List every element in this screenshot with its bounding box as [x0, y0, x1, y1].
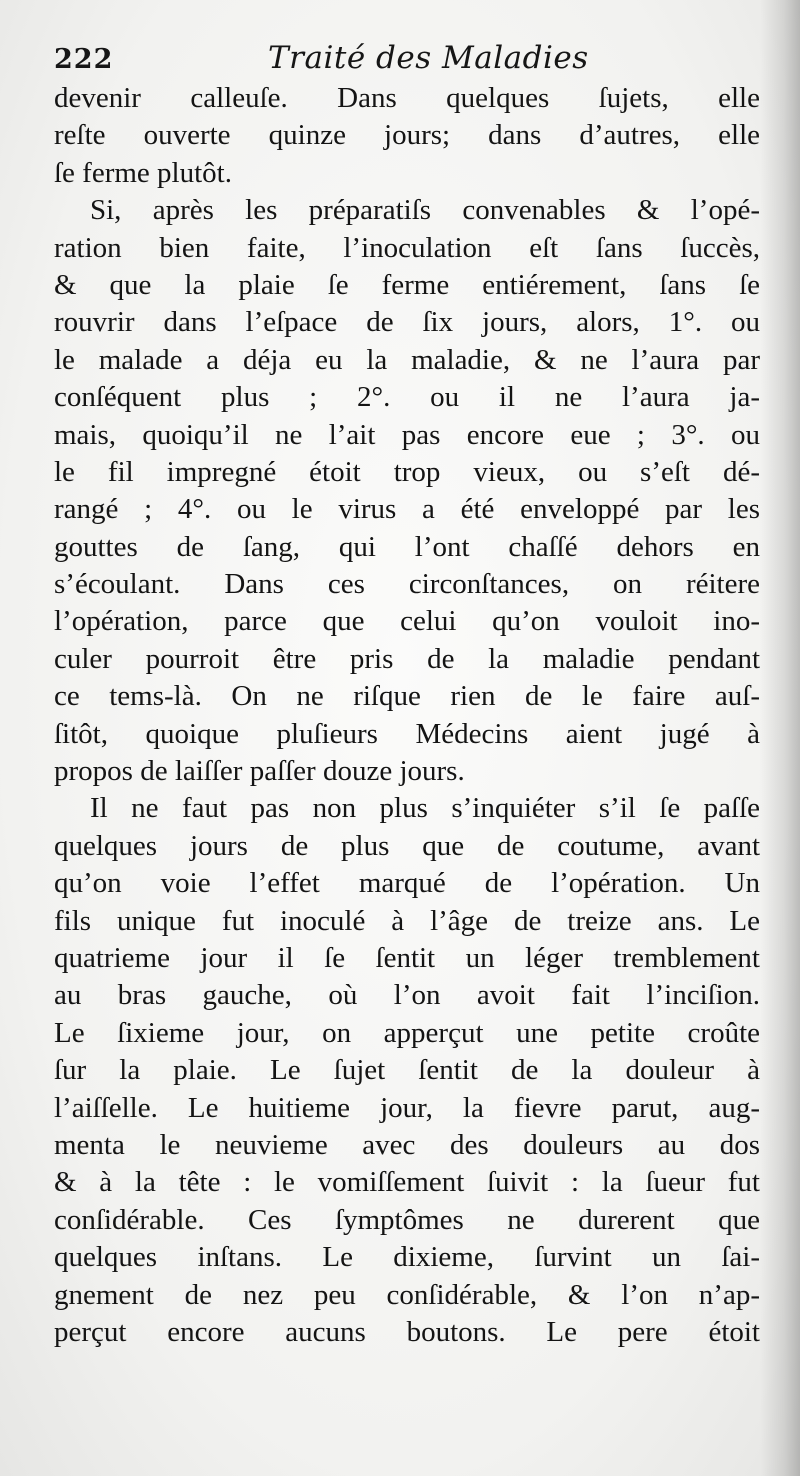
text-line: reſte ouverte quinze jours; dans d’autres, elle — [54, 119, 760, 152]
page-number: 222 — [54, 44, 114, 75]
text-line: gnement de nez peu conſidérable, & l’on n’ap- — [54, 1278, 760, 1311]
text-line: ration bien faite, l’inoculation eſt ſans ſuccès, — [54, 231, 760, 264]
body-text — [54, 80, 760, 1351]
page-header — [50, 36, 750, 86]
text-line: propos de laiſſer paſſer douze jours. — [54, 755, 465, 788]
text-line: ſitôt, quoique pluſieurs Médecins aient jugé à — [54, 717, 760, 750]
text-line: ce tems-là. On ne riſque rien de le faire auſ- — [54, 680, 760, 713]
text-line: perçut encore aucuns boutons. Le pere étoit — [54, 1315, 760, 1348]
text-line: fils unique fut inoculé à l’âge de treize ans. Le — [54, 904, 760, 937]
text-line: devenir calleuſe. Dans quelques ſujets, elle — [54, 82, 760, 114]
text-line: conſidérable. Ces ſymptômes ne durerent que — [54, 1203, 760, 1236]
text-line: ſur la plaie. Le ſujet ſentit de la douleur à — [54, 1054, 760, 1087]
text-line: qu’on voie l’effet marqué de l’opération. Un — [54, 867, 760, 900]
text-line: Le ſixieme jour, on apperçut une petite croûte — [54, 1016, 760, 1049]
text-line: l’aiſſelle. Le huitieme jour, la fievre parut, aug- — [54, 1091, 760, 1124]
text-line: ſe ferme plutôt. — [54, 156, 232, 189]
text-line: quelques inſtans. Le dixieme, ſurvint un ſai- — [54, 1241, 760, 1274]
text-line: l’opération, parce que celui qu’on vouloit ino- — [54, 605, 760, 638]
text-line: menta le neuvieme avec des douleurs au dos — [54, 1128, 760, 1161]
text-line: mais, quoiqu’il ne l’ait pas encore eue ; 3°. ou — [54, 418, 760, 451]
text-line: & que la plaie ſe ferme entiérement, ſans ſe — [54, 268, 760, 301]
text-line: le fil impregné étoit trop vieux, ou s’eſt dé- — [54, 455, 760, 488]
text-line: quatrieme jour il ſe ſentit un léger tremblement — [54, 941, 760, 974]
text-line: rangé ; 4°. ou le virus a été enveloppé par les — [54, 493, 760, 526]
text-line: conſéquent plus ; 2°. ou il ne l’aura ja- — [54, 381, 760, 414]
text-line: & à la tête : le vomiſſement ſuivit : la ſueur fut — [54, 1166, 760, 1199]
text-line: au bras gauche, où l’on avoit fait l’inciſion. — [54, 979, 760, 1012]
text-line: quelques jours de plus que de coutume, avant — [54, 829, 760, 862]
text-line: s’écoulant. Dans ces circonſtances, on réitere — [54, 568, 760, 601]
text-line: culer pourroit être pris de la maladie pendant — [54, 642, 760, 675]
running-title: Traité des Maladies — [268, 40, 589, 76]
text-line: rouvrir dans l’eſpace de ſix jours, alors, 1°. ou — [54, 306, 760, 339]
text-line: gouttes de ſang, qui l’ont chaſſé dehors en — [54, 530, 760, 563]
page-edge-shadow — [760, 0, 800, 1476]
text-line: Si, après les préparatiſs convenables & l’opé- — [90, 194, 760, 227]
text-line: le malade a déja eu la maladie, & ne l’aura par — [54, 343, 760, 376]
text-line: Il ne faut pas non plus s’inquiéter s’il ſe paſſe — [90, 792, 760, 825]
